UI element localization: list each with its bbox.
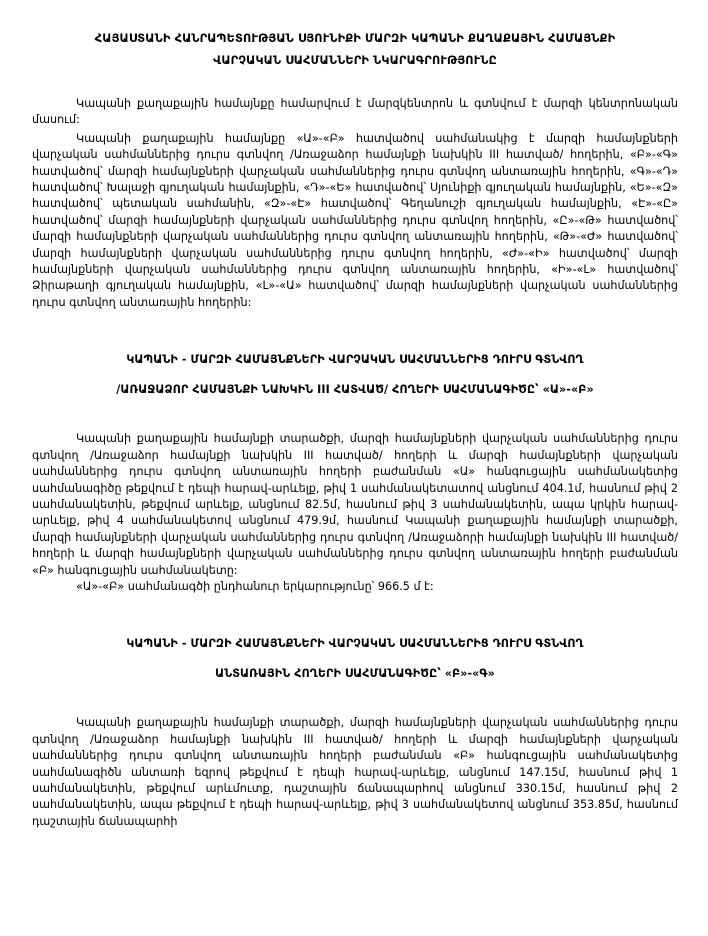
section-2-heading-line-1: ԿԱՊԱՆԻ - ՄԱՐԶԻ ՀԱՄԱՅՆՔՆԵՐԻ ՎԱՐՉԱԿԱՆ ՍԱՀՄԱՆՆԵՐԻՑ ԴՈՒՐՍ ԳՏՆՎՈՂ — [126, 637, 584, 651]
section-2-body: Կապանի քաղաքային համայնքի տարածքի, մարզի համայնքների վարչական սահմաններից դուրս գտնվող /Առաջաձոր համայնքի նախկին III հատված/ հողերի և մարզի համայնքների վարչական սահմաններից դուրս գտնվող անտառային հողերի բաժանման «Բ» հանգուցային սահմանակետից սահմանագիծն անտառի եզրով թեքվում է դեպի հարավ-արևելք, անցնում 147.15մ, հասնում թիվ 1 սահմանակետին, թեքվում արևմուտք, դաշտային ճանապարհով անցնում 330.15մ, հասնում թիվ 2 սահմանակետին, ապա թեքվում է դեպի հարավ-արևելք, թիվ 3 սահմանակետով անցնում 353.85մ, հասնում դաշտային ճանապարհի — [32, 716, 678, 828]
section-2-heading-line-2: ԱՆՏԱՌԱՅԻՆ ՀՈՂԵՐԻ ՍԱՀՄԱՆԱԳԻԾԸ՝ «Բ»-«Գ» — [215, 667, 495, 681]
section-2-heading-spacer — [32, 689, 678, 715]
boundary-description-paragraph: Կապանի քաղաքային համայնքը «Ա»-«Բ» հատվածով սահմանակից է մարզի համայնքների վարչական սահմաններից դուրս գտնվող /Առաջաձոր համայնքի նախկին III հատված/ հողերին, «Բ»-«Գ» հատվածով՝ մարզի համայնքների վարչական սահմաններից դուրս գտնվող անտառային հողերին, «Գ»-«Դ» հատվածով՝ Խալաջի գյուղական համայնքին, «Դ»-«Ե» հատվածով՝ Սյունիքի գյուղական համայնքին, «Ե»-«Զ» հատվածով՝ պետական սահմանին, «Զ»-«Է» հատվածով՝ Գեղանուշի գյուղական համայնքին, «Է»-«Ը» հատվածով՝ մարզի համայնքների վարչական սահմաններից դուրս գտնվող հողերին, «Ը»-«Թ» հատվածով՝ մարզի համայնքների վարչական սահմաններից դուրս գտնվող անտառային հողերին, «Թ»-«Ժ» հատվածով՝ մարզի համայնքների վարչական սահմաններից դուրս գտնվող հողերին, «Ժ»-«Ի» հատվածով՝ մարզի համայնքների վարչական սահմաններից դուրս գտնվող անտառային հողերին, «Ի»-«Լ» հատվածով՝ Ձիրաթաղի գյուղական համայնքին, «Լ»-«Ա» հատվածով՝ մարզի համայնքների վարչական սահմաններից դուրս գտնվող անտառային հողերին: — [32, 131, 678, 309]
section-2-top-spacer — [32, 595, 678, 629]
document-title — [32, 28, 678, 72]
section-1-heading-line-2: /ԱՌԱՋԱՁՈՐ ՀԱՄԱՅՆՔԻ ՆԱԽԿԻՆ III ՀԱՏՎԱԾ/ ՀՈՂԵՐԻ ՍԱՀՄԱՆԱԳԻԾԸ՝ «Ա»-«Բ» — [116, 383, 594, 397]
title-spacer — [32, 78, 678, 96]
section-2-heading — [32, 629, 678, 689]
section-1-heading-line-1: ԿԱՊԱՆԻ - ՄԱՐԶԻ ՀԱՄԱՅՆՔՆԵՐԻ ՎԱՐՉԱԿԱՆ ՍԱՀՄԱՆՆԵՐԻՑ ԴՈՒՐՍ ԳՏՆՎՈՂ — [126, 353, 584, 367]
document-title-line-2: ՎԱՐՉԱԿԱՆ ՍԱՀՄԱՆՆԵՐԻ ՆԿԱՐԱԳՐՈՒԹՅՈՒՆԸ — [213, 54, 497, 67]
section-1-body: Կապանի քաղաքային համայնքի տարածքի, մարզի համայնքների վարչական սահմաններից դուրս գտնվող /Առաջաձոր համայնքի նախկին III հատված/ հողերի և մարզի համայնքների վարչական սահմաններից դուրս գտնվող անտառային հողերի բաժանման «Ա» հանգուցային սահմանակետից սահմանագիծը թեքվում է դեպի հարավ-արևելք, թիվ 1 սահմանակետատով անցնում 404.1մ, հասնում թիվ 2 սահմանակետին, թեքվում արևելք, անցնում 82.5մ, հասնում թիվ 3 սահմանակետին, ապա կրկին հարավ-արևելք, թիվ 4 սահմանակետով անցնում 479.9մ, հասնում Կապանի քաղաքային համայնքի տարածքի, մարզի համայնքների վարչական սահմաններից դուրս գտնվող /Առաջաձորի համայնքի նախկին III հատված/ հողերի և մարզի համայնքների վարչական սահմաններից դուրս գտնվող անտառային հողերի բաժանման «Բ» հանգուցային սահմանակետը: — [32, 432, 678, 577]
section-1-heading-spacer — [32, 405, 678, 431]
document-title-line-1: ՀԱՅԱՍՏԱՆԻ ՀԱՆՐԱՊԵՏՈՒԹՅԱՆ ՍՅՈՒՆԻՔԻ ՄԱՐԶԻ ԿԱՊԱՆԻ ՔԱՂԱՔԱՅԻՆ ՀԱՄԱՅՆՔԻ — [94, 32, 616, 45]
section-1-top-spacer — [32, 311, 678, 345]
section-1-heading — [32, 345, 678, 405]
section-1-total-length: «Ա»-«Բ» սահմանագծի ընդհանուր երկարությունը՝ 966.5 մ է: — [76, 579, 434, 593]
intro-paragraph: Կապանի քաղաքային համայնքը համարվում է մարզկենտրոն և գտնվում է մարզի կենտրոնական մասում: — [32, 97, 678, 127]
